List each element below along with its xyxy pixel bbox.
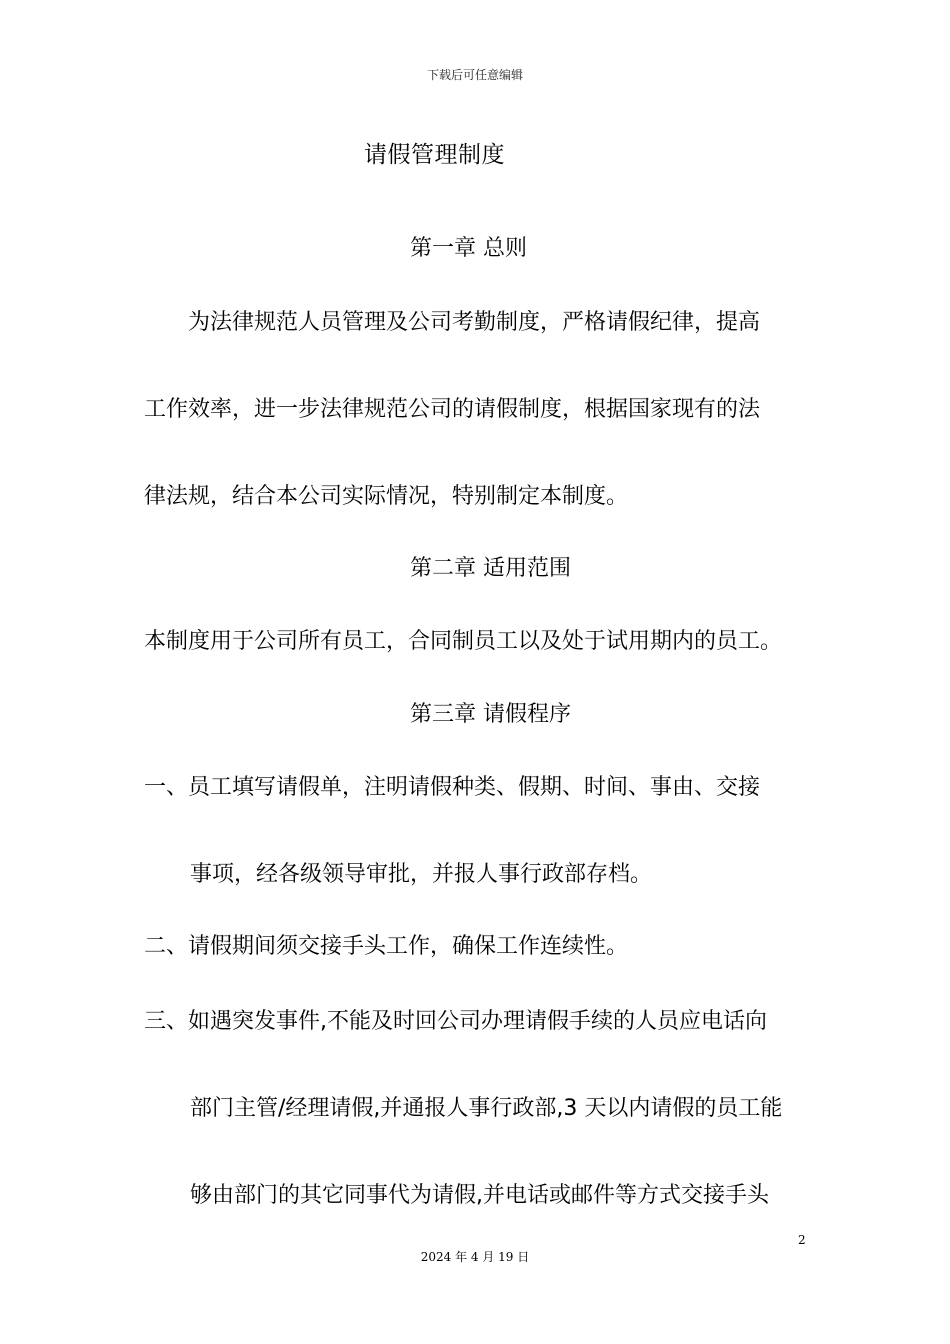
document-title: 请假管理制度 <box>364 142 505 168</box>
item-1-line-2: 事项，经各级领导审批，并报人事行政部存档。 <box>190 862 653 887</box>
item-3-line-3: 够由部门的其它同事代为请假,并电话或邮件等方式交接手头 <box>190 1183 769 1208</box>
chapter-2-heading: 第二章 适用范围 <box>410 556 571 581</box>
chapter-2-line-1: 本制度用于公司所有员工，合同制员工以及处于试用期内的员工。 <box>144 629 783 654</box>
chapter-1-line-2: 工作效率，进一步法律规范公司的请假制度，根据国家现有的法 <box>144 397 761 422</box>
chapter-1-line-1: 为法律规范人员管理及公司考勤制度，严格请假纪律，提高 <box>188 310 761 335</box>
page-number: 2 <box>798 1233 806 1247</box>
chapter-1-line-3: 律法规，结合本公司实际情况，特别制定本制度。 <box>144 484 629 509</box>
item-3-line-2: 部门主管/经理请假,并通报人事行政部,3 天以内请假的员工能 <box>190 1096 783 1121</box>
item-1-line-1: 一、员工填写请假单，注明请假种类、假期、时间、事由、交接 <box>144 775 761 800</box>
footer-date: 2024 年 4 月 19 日 <box>420 1250 530 1264</box>
item-2-line-1: 二、请假期间须交接手头工作，确保工作连续性。 <box>144 934 629 959</box>
chapter-1-heading: 第一章 总则 <box>410 236 527 261</box>
item-3-line-1: 三、如遇突发事件,不能及时回公司办理请假手续的人员应电话向 <box>144 1009 767 1034</box>
header-note: 下载后可任意编辑 <box>426 68 523 82</box>
chapter-3-heading: 第三章 请假程序 <box>410 702 571 727</box>
